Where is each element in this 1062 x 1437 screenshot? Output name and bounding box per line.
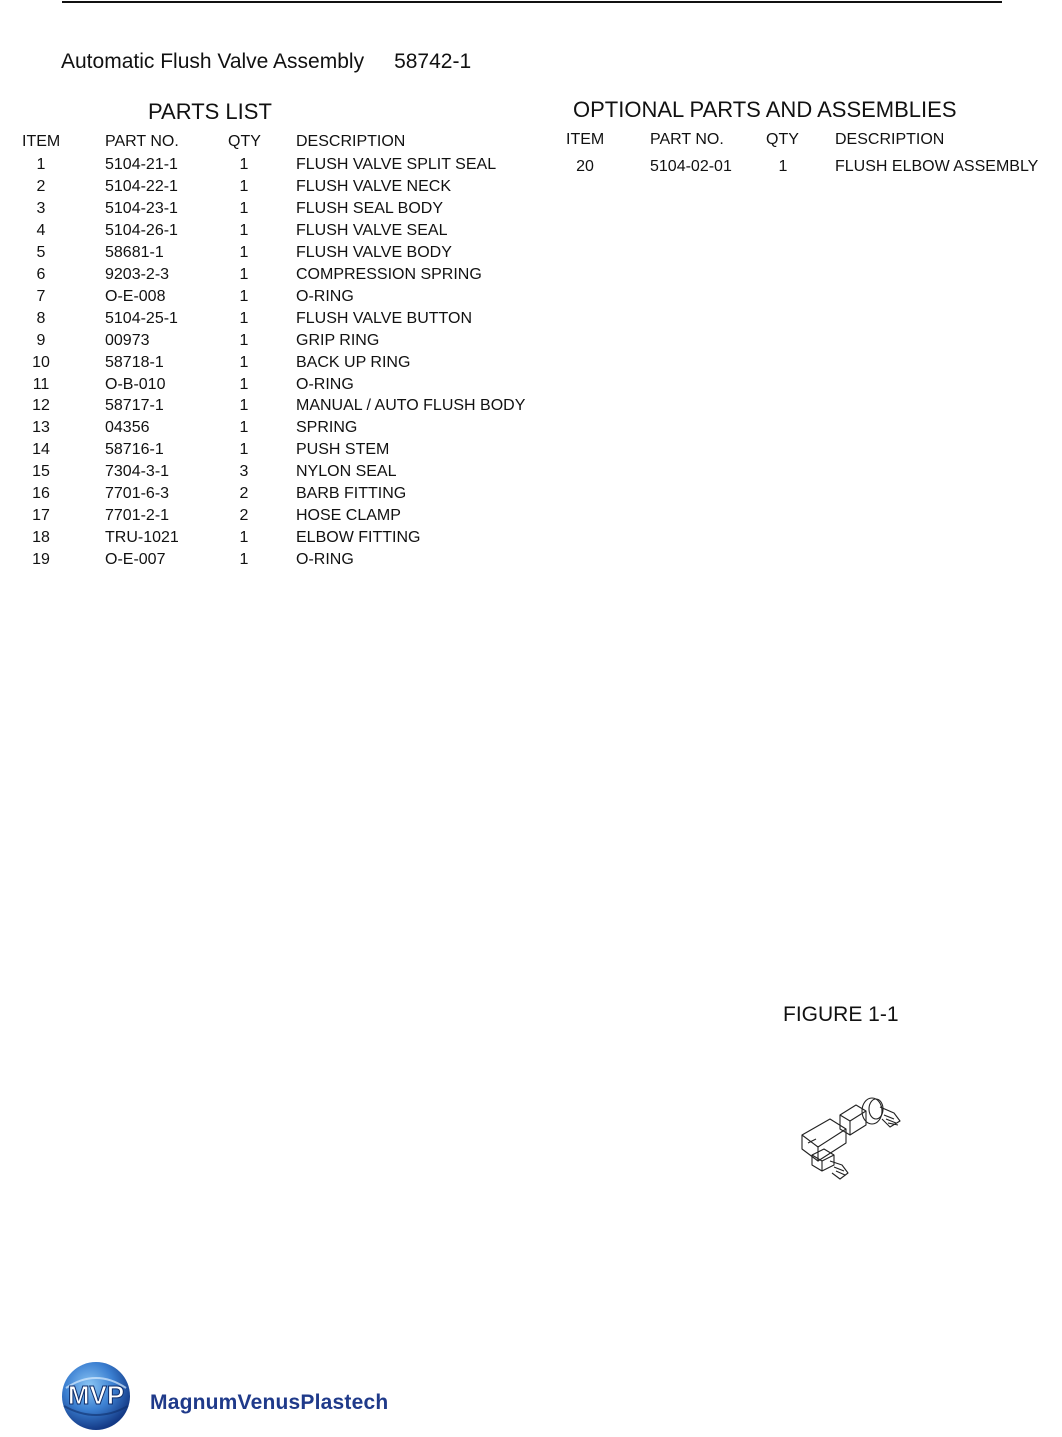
part-number-cell: 9203-2-3 (105, 265, 170, 283)
part-number-cell: 04356 (105, 419, 150, 437)
description-cell: FLUSH VALVE BUTTON (296, 309, 473, 327)
quantity-cell: 2 (239, 507, 249, 525)
item-cell: 9 (36, 331, 46, 349)
company-logo (44, 1358, 424, 1432)
item-cell: 4 (36, 221, 46, 239)
part-number-cell: 58716-1 (105, 441, 164, 459)
item-cell: 12 (32, 397, 50, 415)
item-cell: 7 (36, 287, 46, 305)
quantity-cell: 1 (778, 158, 788, 175)
quantity-cell: 1 (239, 265, 249, 283)
description-cell: O-RING (296, 287, 354, 305)
item-cell: 17 (32, 507, 50, 525)
quantity-cell: 1 (239, 156, 249, 173)
part-number-cell: O-E-007 (105, 551, 166, 569)
quantity-cell: 1 (239, 375, 249, 393)
assembly-name: Automatic Flush Valve Assembly (61, 50, 365, 73)
quantity-cell: 1 (239, 441, 249, 459)
description-cell: NYLON SEAL (296, 463, 397, 481)
column-header-part-no: PART NO. (650, 131, 724, 148)
quantity-cell: 1 (239, 221, 249, 239)
column-header-part-no: PART NO. (105, 133, 179, 150)
mvp-globe-icon (44, 1358, 148, 1432)
item-cell: 19 (32, 551, 50, 569)
part-number-cell: 7304-3-1 (105, 463, 170, 481)
column-header-description: DESCRIPTION (296, 133, 406, 150)
quantity-cell: 3 (239, 463, 249, 481)
description-cell: O-RING (296, 375, 354, 393)
description-cell: FLUSH VALVE NECK (296, 177, 452, 195)
description-cell: BACK UP RING (296, 353, 411, 371)
quantity-cell: 1 (239, 331, 249, 349)
item-cell: 11 (32, 375, 50, 393)
quantity-cell: 1 (239, 309, 249, 327)
part-number-cell: 5104-23-1 (105, 199, 178, 217)
company-wordmark: MagnumVenusPlastech (150, 1391, 389, 1414)
column-header-item: ITEM (566, 131, 605, 148)
assembly-part-number: 58742-1 (394, 50, 472, 73)
description-cell: MANUAL / AUTO FLUSH BODY (296, 397, 526, 415)
description-cell: FLUSH ELBOW ASSEMBLY (835, 158, 1039, 175)
figure-caption: FIGURE 1-1 (783, 1003, 899, 1026)
item-cell: 10 (32, 353, 50, 371)
top-rule (62, 1, 1002, 3)
part-number-cell: 5104-02-01 (650, 158, 732, 175)
part-number-cell: 7701-2-1 (105, 507, 170, 525)
quantity-cell: 1 (239, 199, 249, 217)
part-number-cell: 58717-1 (105, 397, 164, 415)
item-cell: 20 (576, 158, 594, 175)
description-cell: FLUSH VALVE BODY (296, 243, 452, 261)
column-header-qty: QTY (228, 133, 261, 150)
description-cell: FLUSH SEAL BODY (296, 199, 444, 217)
description-cell: FLUSH VALVE SEAL (296, 221, 448, 239)
quantity-cell: 1 (239, 551, 249, 569)
item-cell: 2 (36, 177, 46, 195)
description-cell: GRIP RING (296, 331, 380, 349)
part-number-cell: 5104-26-1 (105, 221, 178, 239)
quantity-cell: 1 (239, 287, 249, 305)
column-header-qty: QTY (766, 131, 799, 148)
optional-parts-heading: OPTIONAL PARTS AND ASSEMBLIES (573, 97, 957, 122)
description-cell: SPRING (296, 419, 358, 437)
item-cell: 3 (36, 199, 46, 217)
quantity-cell: 1 (239, 529, 249, 547)
quantity-cell: 1 (239, 397, 249, 415)
item-cell: 18 (32, 529, 50, 547)
description-cell: PUSH STEM (296, 441, 390, 459)
part-number-cell: 58681-1 (105, 243, 164, 261)
description-cell: COMPRESSION SPRING (296, 265, 482, 283)
part-number-cell: TRU-1021 (105, 529, 179, 547)
part-number-cell: O-B-010 (105, 375, 166, 393)
quantity-cell: 2 (239, 485, 249, 503)
part-number-cell: 5104-25-1 (105, 309, 178, 327)
description-cell: BARB FITTING (296, 485, 407, 503)
column-header-description: DESCRIPTION (835, 131, 945, 148)
item-cell: 16 (32, 485, 50, 503)
part-number-cell: 7701-6-3 (105, 485, 170, 503)
item-cell: 1 (36, 156, 46, 173)
part-number-cell: 5104-21-1 (105, 156, 178, 173)
part-number-cell: 5104-22-1 (105, 177, 178, 195)
description-cell: O-RING (296, 551, 354, 569)
item-cell: 14 (32, 441, 50, 459)
document-title (61, 50, 471, 74)
quantity-cell: 1 (239, 243, 249, 261)
part-number-cell: 58718-1 (105, 353, 164, 371)
item-cell: 6 (36, 265, 46, 283)
quantity-cell: 1 (239, 177, 249, 195)
description-cell: FLUSH VALVE SPLIT SEAL (296, 156, 497, 173)
part-number-cell: O-E-008 (105, 287, 166, 305)
item-cell: 8 (36, 309, 46, 327)
quantity-cell: 1 (239, 353, 249, 371)
parts-list-heading: PARTS LIST (148, 99, 272, 124)
item-cell: 13 (32, 419, 50, 437)
flush-elbow-drawing (790, 1085, 920, 1195)
column-header-item: ITEM (22, 133, 61, 150)
description-cell: ELBOW FITTING (296, 529, 421, 547)
item-cell: 15 (32, 463, 50, 481)
svg-text:MVP: MVP (67, 1380, 125, 1410)
item-cell: 5 (36, 243, 46, 261)
description-cell: HOSE CLAMP (296, 507, 401, 525)
quantity-cell: 1 (239, 419, 249, 437)
part-number-cell: 00973 (105, 331, 150, 349)
